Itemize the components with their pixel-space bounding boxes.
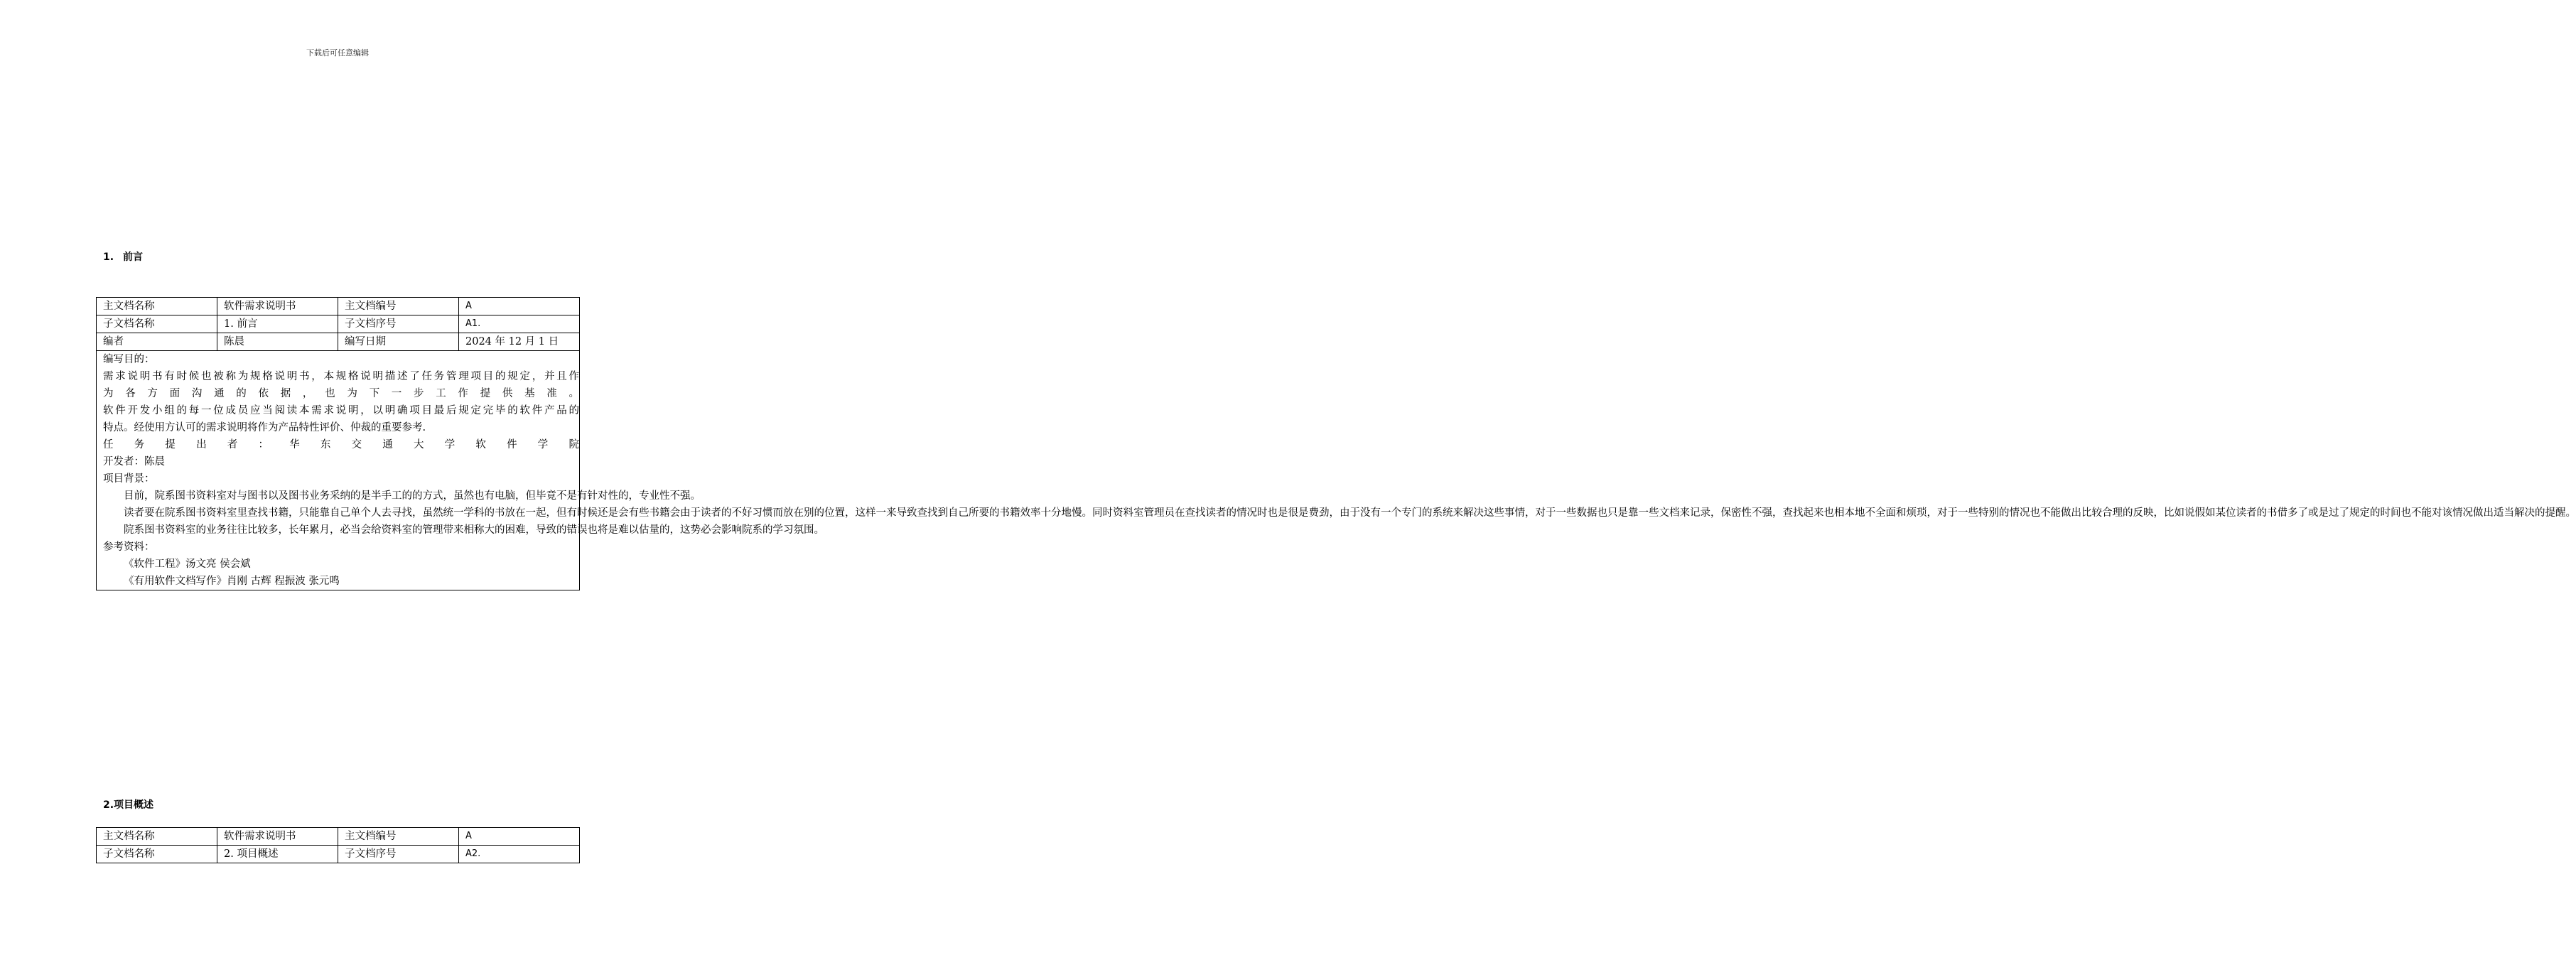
purpose-line: 软件开发小组的每一位成员应当阅读本需求说明，以明确项目最后规定完毕的软件产品的 xyxy=(103,405,579,416)
value-cell: A1. xyxy=(459,315,580,333)
label-cell: 编者 xyxy=(97,333,217,351)
purpose-label: 编写目的： xyxy=(103,354,155,365)
label-cell: 主文档编号 xyxy=(338,828,459,846)
value-cell: 陈晨 xyxy=(217,333,338,351)
label-cell: 主文档名称 xyxy=(97,828,217,846)
developer-line: 开发者：陈晨 xyxy=(103,456,165,468)
value-cell: 软件需求说明书 xyxy=(217,298,338,315)
references-label: 参考资料： xyxy=(103,541,155,553)
table-row xyxy=(97,828,580,846)
header-note: 下载后可任意编辑 xyxy=(306,48,369,58)
table-row xyxy=(97,298,580,315)
reference-item: 《有用软件文档写作》肖刚 古辉 程振波 张元鸣 xyxy=(124,576,340,587)
label-cell: 子文档序号 xyxy=(338,846,459,863)
section-number: 1. xyxy=(103,252,114,263)
table-row xyxy=(97,315,580,333)
proposer-line: 任务提出者：华东交通大学软件学院 xyxy=(103,439,579,450)
purpose-line: 为各方面沟通的依据，也为下一步工作提供基准。 xyxy=(103,388,579,399)
background-paragraph: 院系图书资料室的业务往往比较多，长年累月，必当会给资料室的管理带来相称大的困难，导致的错误也将是难以估量的，这势必会影响院系的学习氛围。 xyxy=(124,524,824,536)
background-paragraph: 读者要在院系图书资料室里查找书籍，只能靠自己单个人去寻找，虽然统一学科的书放在一起，但有时候还是会有些书籍会由于读者的不好习惯而放在别的位置，这样一来导致查找到自己所要的书籍效率十分地慢。同时资料室管理员在查找读者的情况时也是很是费劲，由于没有一个专门的系统来解决这些事情，对于一些数据也只是靠一些文档来记录，保密性不强，查找起来也相本地不全面和烦琐，对于一些特别的情况也不能做出比较合理的反映，比如说假如某位读者的书借多了或是过了规定的时间也不能对该情况做出适当解决的提醒。 xyxy=(124,507,2576,519)
preface-body xyxy=(97,351,2576,590)
document-info-table-2 xyxy=(96,827,580,863)
value-cell: A xyxy=(459,828,580,846)
label-cell: 子文档名称 xyxy=(97,846,217,863)
section-title: 前言 xyxy=(123,252,143,263)
purpose-line: 特点。经使用方认可的需求说明将作为产品特性评价、仲裁的重要参考. xyxy=(103,422,426,433)
purpose-line: 需求说明书有时候也被称为规格说明书，本规格说明描述了任务管理项目的规定，并且作 xyxy=(103,371,579,382)
value-cell: A2. xyxy=(459,846,580,863)
table-row xyxy=(97,333,580,351)
background-paragraph: 目前，院系图书资料室对与图书以及图书业务采纳的是半手工的的方式，虽然也有电脑，但毕竟不是有针对性的，专业性不强。 xyxy=(124,490,701,502)
background-label: 项目背景： xyxy=(103,473,155,485)
label-cell: 编写日期 xyxy=(338,333,459,351)
section-heading-overview: 2.项目概述 xyxy=(103,799,154,811)
document-info-table-1 xyxy=(96,297,2576,590)
label-cell: 子文档名称 xyxy=(97,315,217,333)
value-cell: 2024 年 12 月 1 日 xyxy=(459,333,580,351)
section-heading-preface xyxy=(103,249,143,264)
reference-item: 《软件工程》汤文亮 侯会斌 xyxy=(124,559,251,570)
value-cell: 软件需求说明书 xyxy=(217,828,338,846)
label-cell: 主文档名称 xyxy=(97,298,217,315)
value-cell: A xyxy=(459,298,580,315)
value-cell: 2. 项目概述 xyxy=(217,846,338,863)
value-cell: 1. 前言 xyxy=(217,315,338,333)
label-cell: 主文档编号 xyxy=(338,298,459,315)
table-row xyxy=(97,846,580,863)
label-cell: 子文档序号 xyxy=(338,315,459,333)
table-row xyxy=(97,351,580,590)
